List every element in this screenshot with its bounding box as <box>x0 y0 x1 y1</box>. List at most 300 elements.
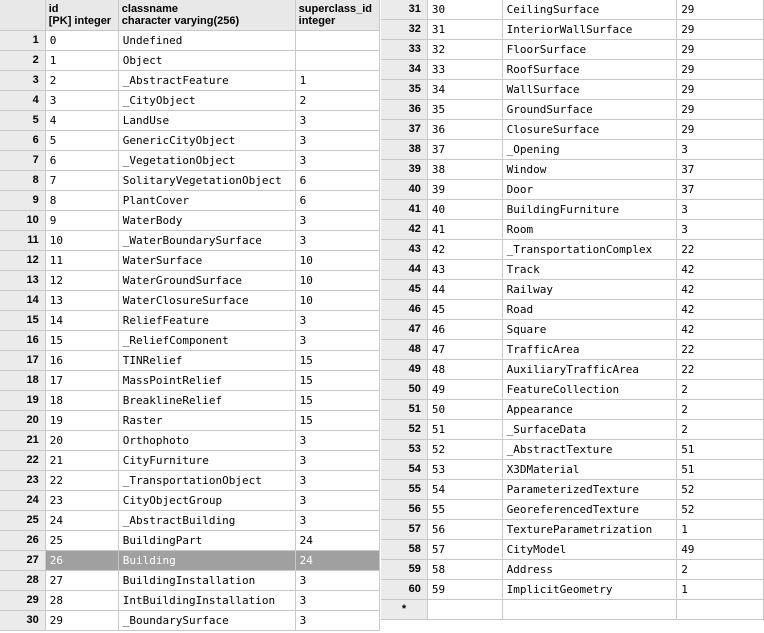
table-row[interactable] <box>381 580 764 600</box>
row-number[interactable]: 4 <box>0 91 45 111</box>
row-number[interactable]: 23 <box>0 471 45 491</box>
cell-id[interactable]: 45 <box>427 300 502 320</box>
cell-classname[interactable]: _WaterBoundarySurface <box>118 231 295 251</box>
cell-classname[interactable]: WaterBody <box>118 211 295 231</box>
table-row[interactable] <box>0 351 380 371</box>
cell-id[interactable]: 55 <box>427 500 502 520</box>
cell-classname[interactable]: WallSurface <box>502 80 677 100</box>
cell-classname[interactable]: WaterGroundSurface <box>118 271 295 291</box>
cell-id[interactable]: 59 <box>427 580 502 600</box>
table-row[interactable] <box>381 560 764 580</box>
table-row[interactable] <box>0 271 380 291</box>
cell-superclass-id[interactable]: 29 <box>677 100 764 120</box>
cell-superclass-id[interactable]: 6 <box>295 171 379 191</box>
cell-classname[interactable]: _AbstractFeature <box>118 71 295 91</box>
cell-classname[interactable]: TINRelief <box>118 351 295 371</box>
table-row[interactable] <box>0 511 380 531</box>
cell-superclass-id[interactable]: 3 <box>295 151 379 171</box>
row-number[interactable]: 56 <box>381 500 427 520</box>
row-number[interactable]: 18 <box>0 371 45 391</box>
cell-classname[interactable]: Railway <box>502 280 677 300</box>
cell-classname[interactable]: CityModel <box>502 540 677 560</box>
cell-superclass-id[interactable]: 22 <box>677 360 764 380</box>
row-number[interactable]: 30 <box>0 611 45 631</box>
cell-classname[interactable]: _ReliefComponent <box>118 331 295 351</box>
cell-id[interactable]: 53 <box>427 460 502 480</box>
data-grid-left[interactable] <box>0 0 380 631</box>
cell-id[interactable]: 24 <box>45 511 118 531</box>
table-row[interactable] <box>381 540 764 560</box>
row-number[interactable]: 9 <box>0 191 45 211</box>
table-row[interactable] <box>381 20 764 40</box>
cell-id[interactable]: 44 <box>427 280 502 300</box>
cell-classname[interactable]: WaterSurface <box>118 251 295 271</box>
cell-id[interactable]: 29 <box>45 611 118 631</box>
table-row[interactable] <box>0 451 380 471</box>
data-grid-right[interactable] <box>381 0 764 620</box>
row-number[interactable]: 52 <box>381 420 427 440</box>
cell-superclass-id[interactable]: 1 <box>677 580 764 600</box>
cell-id[interactable]: 56 <box>427 520 502 540</box>
cell-superclass-id[interactable]: 2 <box>295 91 379 111</box>
table-row[interactable] <box>0 311 380 331</box>
cell-superclass-id[interactable]: 24 <box>295 531 379 551</box>
cell-classname[interactable]: IntBuildingInstallation <box>118 591 295 611</box>
cell-id[interactable]: 4 <box>45 111 118 131</box>
table-row[interactable] <box>0 151 380 171</box>
cell-superclass-id[interactable]: 22 <box>677 240 764 260</box>
cell-id[interactable]: 27 <box>45 571 118 591</box>
cell-superclass-id[interactable]: 37 <box>677 180 764 200</box>
table-row[interactable] <box>0 31 380 51</box>
row-number[interactable]: 36 <box>381 100 427 120</box>
cell-classname[interactable]: ParameterizedTexture <box>502 480 677 500</box>
cell-id[interactable]: 1 <box>45 51 118 71</box>
cell-classname[interactable]: CityFurniture <box>118 451 295 471</box>
row-number[interactable]: 59 <box>381 560 427 580</box>
cell-superclass-id[interactable]: 22 <box>677 340 764 360</box>
cell-id[interactable]: 16 <box>45 351 118 371</box>
cell-superclass-id[interactable]: 3 <box>295 611 379 631</box>
row-number[interactable]: 31 <box>381 0 427 20</box>
row-number[interactable]: 41 <box>381 200 427 220</box>
cell-superclass-id[interactable]: 10 <box>295 251 379 271</box>
row-number[interactable]: 13 <box>0 271 45 291</box>
cell-superclass-id[interactable]: 51 <box>677 440 764 460</box>
cell-superclass-id[interactable]: 3 <box>295 451 379 471</box>
cell-classname[interactable] <box>502 600 677 620</box>
cell-id[interactable]: 23 <box>45 491 118 511</box>
new-row[interactable] <box>381 600 764 620</box>
table-row[interactable] <box>381 400 764 420</box>
cell-superclass-id[interactable]: 3 <box>677 220 764 240</box>
cell-superclass-id[interactable]: 2 <box>677 400 764 420</box>
row-number[interactable]: 37 <box>381 120 427 140</box>
table-row[interactable] <box>0 231 380 251</box>
table-row[interactable] <box>381 480 764 500</box>
column-header-id[interactable] <box>45 0 118 31</box>
cell-superclass-id[interactable]: 3 <box>295 491 379 511</box>
cell-superclass-id[interactable]: 10 <box>295 291 379 311</box>
row-number[interactable]: 17 <box>0 351 45 371</box>
cell-classname[interactable]: _SurfaceData <box>502 420 677 440</box>
cell-classname[interactable]: Raster <box>118 411 295 431</box>
table-row[interactable] <box>0 611 380 631</box>
cell-classname[interactable]: Appearance <box>502 400 677 420</box>
row-number[interactable]: 38 <box>381 140 427 160</box>
cell-id[interactable]: 22 <box>45 471 118 491</box>
cell-classname[interactable]: WaterClosureSurface <box>118 291 295 311</box>
cell-classname[interactable]: CityObjectGroup <box>118 491 295 511</box>
table-row[interactable] <box>381 200 764 220</box>
table-row[interactable] <box>381 260 764 280</box>
cell-superclass-id[interactable]: 3 <box>295 431 379 451</box>
table-row[interactable] <box>381 300 764 320</box>
table-row[interactable] <box>0 391 380 411</box>
row-number[interactable]: 43 <box>381 240 427 260</box>
cell-id[interactable]: 15 <box>45 331 118 351</box>
cell-classname[interactable]: ClosureSurface <box>502 120 677 140</box>
cell-id[interactable]: 49 <box>427 380 502 400</box>
row-number[interactable]: 60 <box>381 580 427 600</box>
row-number[interactable]: 54 <box>381 460 427 480</box>
cell-superclass-id[interactable]: 52 <box>677 480 764 500</box>
cell-classname[interactable]: TextureParametrization <box>502 520 677 540</box>
table-row[interactable] <box>381 380 764 400</box>
table-row[interactable] <box>0 551 380 571</box>
cell-superclass-id[interactable]: 3 <box>295 591 379 611</box>
cell-classname[interactable]: ReliefFeature <box>118 311 295 331</box>
cell-classname[interactable]: BuildingPart <box>118 531 295 551</box>
cell-id[interactable]: 37 <box>427 140 502 160</box>
row-number[interactable]: 58 <box>381 540 427 560</box>
table-row[interactable] <box>381 160 764 180</box>
cell-id[interactable]: 31 <box>427 20 502 40</box>
row-number[interactable]: 53 <box>381 440 427 460</box>
table-row[interactable] <box>381 360 764 380</box>
row-number[interactable]: 10 <box>0 211 45 231</box>
cell-classname[interactable]: InteriorWallSurface <box>502 20 677 40</box>
row-number[interactable]: 5 <box>0 111 45 131</box>
cell-superclass-id[interactable]: 29 <box>677 60 764 80</box>
cell-id[interactable]: 41 <box>427 220 502 240</box>
cell-superclass-id[interactable]: 51 <box>677 460 764 480</box>
table-row[interactable] <box>381 420 764 440</box>
cell-id[interactable]: 58 <box>427 560 502 580</box>
cell-classname[interactable]: SolitaryVegetationObject <box>118 171 295 191</box>
row-number[interactable]: 22 <box>0 451 45 471</box>
cell-id[interactable]: 43 <box>427 260 502 280</box>
cell-superclass-id[interactable]: 3 <box>295 211 379 231</box>
cell-id[interactable]: 30 <box>427 0 502 20</box>
cell-id[interactable]: 46 <box>427 320 502 340</box>
cell-id[interactable]: 26 <box>45 551 118 571</box>
table-row[interactable] <box>381 100 764 120</box>
table-row[interactable] <box>0 291 380 311</box>
cell-superclass-id[interactable]: 15 <box>295 391 379 411</box>
cell-superclass-id[interactable]: 2 <box>677 420 764 440</box>
cell-superclass-id[interactable] <box>295 51 379 71</box>
table-row[interactable] <box>0 251 380 271</box>
cell-classname[interactable]: LandUse <box>118 111 295 131</box>
cell-classname[interactable]: GroundSurface <box>502 100 677 120</box>
table-row[interactable] <box>0 471 380 491</box>
cell-id[interactable]: 35 <box>427 100 502 120</box>
cell-classname[interactable]: Undefined <box>118 31 295 51</box>
cell-classname[interactable]: AuxiliaryTrafficArea <box>502 360 677 380</box>
table-row[interactable] <box>0 211 380 231</box>
cell-classname[interactable]: Object <box>118 51 295 71</box>
cell-id[interactable]: 13 <box>45 291 118 311</box>
table-row[interactable] <box>0 571 380 591</box>
cell-classname[interactable]: FeatureCollection <box>502 380 677 400</box>
table-row[interactable] <box>381 180 764 200</box>
row-number[interactable]: 27 <box>0 551 45 571</box>
row-number[interactable]: 34 <box>381 60 427 80</box>
row-number[interactable]: 8 <box>0 171 45 191</box>
row-header-corner[interactable] <box>0 0 45 31</box>
cell-superclass-id[interactable]: 49 <box>677 540 764 560</box>
cell-classname[interactable]: GenericCityObject <box>118 131 295 151</box>
table-row[interactable] <box>0 111 380 131</box>
cell-id[interactable]: 57 <box>427 540 502 560</box>
cell-superclass-id[interactable]: 29 <box>677 80 764 100</box>
cell-id[interactable]: 21 <box>45 451 118 471</box>
cell-superclass-id[interactable]: 3 <box>677 200 764 220</box>
cell-classname[interactable]: BreaklineRelief <box>118 391 295 411</box>
cell-classname[interactable]: _BoundarySurface <box>118 611 295 631</box>
cell-superclass-id[interactable]: 10 <box>295 271 379 291</box>
cell-superclass-id[interactable]: 42 <box>677 280 764 300</box>
cell-superclass-id[interactable]: 3 <box>295 231 379 251</box>
cell-classname[interactable]: Building <box>118 551 295 571</box>
row-number[interactable]: 6 <box>0 131 45 151</box>
table-row[interactable] <box>0 331 380 351</box>
row-number[interactable]: 45 <box>381 280 427 300</box>
table-row[interactable] <box>381 340 764 360</box>
cell-superclass-id[interactable]: 29 <box>677 0 764 20</box>
cell-superclass-id[interactable] <box>295 31 379 51</box>
row-number[interactable]: 51 <box>381 400 427 420</box>
cell-classname[interactable]: Address <box>502 560 677 580</box>
cell-id[interactable]: 19 <box>45 411 118 431</box>
cell-classname[interactable]: _AbstractTexture <box>502 440 677 460</box>
cell-classname[interactable]: Square <box>502 320 677 340</box>
table-row[interactable] <box>381 80 764 100</box>
cell-superclass-id[interactable]: 42 <box>677 320 764 340</box>
table-row[interactable] <box>381 460 764 480</box>
row-number[interactable]: 57 <box>381 520 427 540</box>
table-row[interactable] <box>381 60 764 80</box>
cell-superclass-id[interactable]: 15 <box>295 351 379 371</box>
cell-classname[interactable]: CeilingSurface <box>502 0 677 20</box>
cell-classname[interactable]: MassPointRelief <box>118 371 295 391</box>
table-row[interactable] <box>0 531 380 551</box>
cell-classname[interactable]: BuildingFurniture <box>502 200 677 220</box>
row-number[interactable]: 49 <box>381 360 427 380</box>
row-number[interactable]: 48 <box>381 340 427 360</box>
row-number[interactable]: 44 <box>381 260 427 280</box>
row-number[interactable]: 21 <box>0 431 45 451</box>
table-row[interactable] <box>381 320 764 340</box>
row-number[interactable]: 26 <box>0 531 45 551</box>
cell-superclass-id[interactable]: 29 <box>677 120 764 140</box>
table-row[interactable] <box>381 440 764 460</box>
row-number[interactable]: 25 <box>0 511 45 531</box>
cell-id[interactable]: 0 <box>45 31 118 51</box>
cell-classname[interactable]: Track <box>502 260 677 280</box>
table-row[interactable] <box>381 40 764 60</box>
row-number[interactable]: 2 <box>0 51 45 71</box>
cell-superclass-id[interactable]: 3 <box>295 311 379 331</box>
cell-superclass-id[interactable]: 3 <box>295 131 379 151</box>
cell-id[interactable]: 5 <box>45 131 118 151</box>
row-number[interactable]: 40 <box>381 180 427 200</box>
cell-superclass-id[interactable]: 3 <box>295 471 379 491</box>
cell-id[interactable]: 34 <box>427 80 502 100</box>
cell-id[interactable]: 33 <box>427 60 502 80</box>
cell-id[interactable]: 39 <box>427 180 502 200</box>
row-number[interactable]: 35 <box>381 80 427 100</box>
row-number[interactable]: 42 <box>381 220 427 240</box>
cell-superclass-id[interactable]: 3 <box>295 511 379 531</box>
row-number[interactable]: 12 <box>0 251 45 271</box>
row-number[interactable]: 15 <box>0 311 45 331</box>
row-number[interactable]: 33 <box>381 40 427 60</box>
cell-id[interactable]: 36 <box>427 120 502 140</box>
cell-superclass-id[interactable] <box>677 600 764 620</box>
cell-id[interactable]: 8 <box>45 191 118 211</box>
cell-superclass-id[interactable]: 42 <box>677 300 764 320</box>
cell-id[interactable]: 12 <box>45 271 118 291</box>
row-number[interactable]: 28 <box>0 571 45 591</box>
table-row[interactable] <box>0 51 380 71</box>
cell-superclass-id[interactable]: 1 <box>295 71 379 91</box>
cell-classname[interactable]: _VegetationObject <box>118 151 295 171</box>
table-row[interactable] <box>381 520 764 540</box>
cell-superclass-id[interactable]: 29 <box>677 40 764 60</box>
cell-classname[interactable]: TrafficArea <box>502 340 677 360</box>
row-number[interactable]: 46 <box>381 300 427 320</box>
table-row[interactable] <box>0 191 380 211</box>
cell-id[interactable]: 9 <box>45 211 118 231</box>
row-number[interactable]: 39 <box>381 160 427 180</box>
row-number[interactable]: 19 <box>0 391 45 411</box>
table-row[interactable] <box>0 491 380 511</box>
row-number[interactable]: 29 <box>0 591 45 611</box>
cell-superclass-id[interactable]: 6 <box>295 191 379 211</box>
cell-classname[interactable]: ImplicitGeometry <box>502 580 677 600</box>
cell-superclass-id[interactable]: 42 <box>677 260 764 280</box>
cell-id[interactable]: 40 <box>427 200 502 220</box>
cell-id[interactable]: 3 <box>45 91 118 111</box>
cell-superclass-id[interactable]: 2 <box>677 380 764 400</box>
cell-classname[interactable]: RoofSurface <box>502 60 677 80</box>
cell-classname[interactable]: _TransportationComplex <box>502 240 677 260</box>
table-row[interactable] <box>0 71 380 91</box>
cell-id[interactable]: 47 <box>427 340 502 360</box>
cell-id[interactable]: 17 <box>45 371 118 391</box>
cell-superclass-id[interactable]: 2 <box>677 560 764 580</box>
cell-superclass-id[interactable]: 29 <box>677 20 764 40</box>
cell-id[interactable]: 42 <box>427 240 502 260</box>
cell-superclass-id[interactable]: 1 <box>677 520 764 540</box>
cell-superclass-id[interactable]: 3 <box>677 140 764 160</box>
cell-classname[interactable]: X3DMaterial <box>502 460 677 480</box>
cell-classname[interactable]: GeoreferencedTexture <box>502 500 677 520</box>
table-row[interactable] <box>0 591 380 611</box>
cell-id[interactable]: 20 <box>45 431 118 451</box>
table-row[interactable] <box>0 131 380 151</box>
cell-superclass-id[interactable]: 15 <box>295 411 379 431</box>
row-number[interactable]: 3 <box>0 71 45 91</box>
table-row[interactable] <box>381 240 764 260</box>
cell-id[interactable]: 25 <box>45 531 118 551</box>
table-row[interactable] <box>381 140 764 160</box>
cell-id[interactable]: 54 <box>427 480 502 500</box>
cell-id[interactable]: 6 <box>45 151 118 171</box>
cell-superclass-id[interactable]: 3 <box>295 111 379 131</box>
table-row[interactable] <box>0 431 380 451</box>
table-row[interactable] <box>381 500 764 520</box>
row-number[interactable]: 11 <box>0 231 45 251</box>
table-row[interactable] <box>0 371 380 391</box>
row-number[interactable]: 50 <box>381 380 427 400</box>
table-row[interactable] <box>381 0 764 20</box>
column-header-classname[interactable] <box>118 0 295 31</box>
cell-id[interactable]: 28 <box>45 591 118 611</box>
cell-superclass-id[interactable]: 3 <box>295 331 379 351</box>
row-number[interactable]: 47 <box>381 320 427 340</box>
row-number[interactable]: 32 <box>381 20 427 40</box>
cell-id[interactable]: 50 <box>427 400 502 420</box>
table-row[interactable] <box>381 120 764 140</box>
row-number[interactable]: 24 <box>0 491 45 511</box>
row-number[interactable]: 55 <box>381 480 427 500</box>
cell-id[interactable]: 48 <box>427 360 502 380</box>
cell-classname[interactable]: _CityObject <box>118 91 295 111</box>
table-row[interactable] <box>0 171 380 191</box>
cell-classname[interactable]: BuildingInstallation <box>118 571 295 591</box>
cell-classname[interactable]: _TransportationObject <box>118 471 295 491</box>
cell-superclass-id[interactable]: 15 <box>295 371 379 391</box>
cell-classname[interactable]: Orthophoto <box>118 431 295 451</box>
cell-id[interactable]: 7 <box>45 171 118 191</box>
cell-id[interactable]: 2 <box>45 71 118 91</box>
cell-superclass-id[interactable]: 37 <box>677 160 764 180</box>
row-number[interactable]: 1 <box>0 31 45 51</box>
table-row[interactable] <box>381 280 764 300</box>
cell-classname[interactable]: PlantCover <box>118 191 295 211</box>
cell-id[interactable] <box>427 600 502 620</box>
cell-classname[interactable]: Door <box>502 180 677 200</box>
row-number[interactable]: 7 <box>0 151 45 171</box>
table-row[interactable] <box>0 91 380 111</box>
cell-id[interactable]: 11 <box>45 251 118 271</box>
cell-id[interactable]: 10 <box>45 231 118 251</box>
row-number[interactable]: 16 <box>0 331 45 351</box>
cell-id[interactable]: 51 <box>427 420 502 440</box>
cell-superclass-id[interactable]: 52 <box>677 500 764 520</box>
cell-superclass-id[interactable]: 24 <box>295 551 379 571</box>
cell-id[interactable]: 32 <box>427 40 502 60</box>
cell-classname[interactable]: _Opening <box>502 140 677 160</box>
cell-superclass-id[interactable]: 3 <box>295 571 379 591</box>
column-header-superclass-id[interactable] <box>295 0 379 31</box>
table-row[interactable] <box>381 220 764 240</box>
cell-classname[interactable]: Window <box>502 160 677 180</box>
row-number[interactable]: 14 <box>0 291 45 311</box>
